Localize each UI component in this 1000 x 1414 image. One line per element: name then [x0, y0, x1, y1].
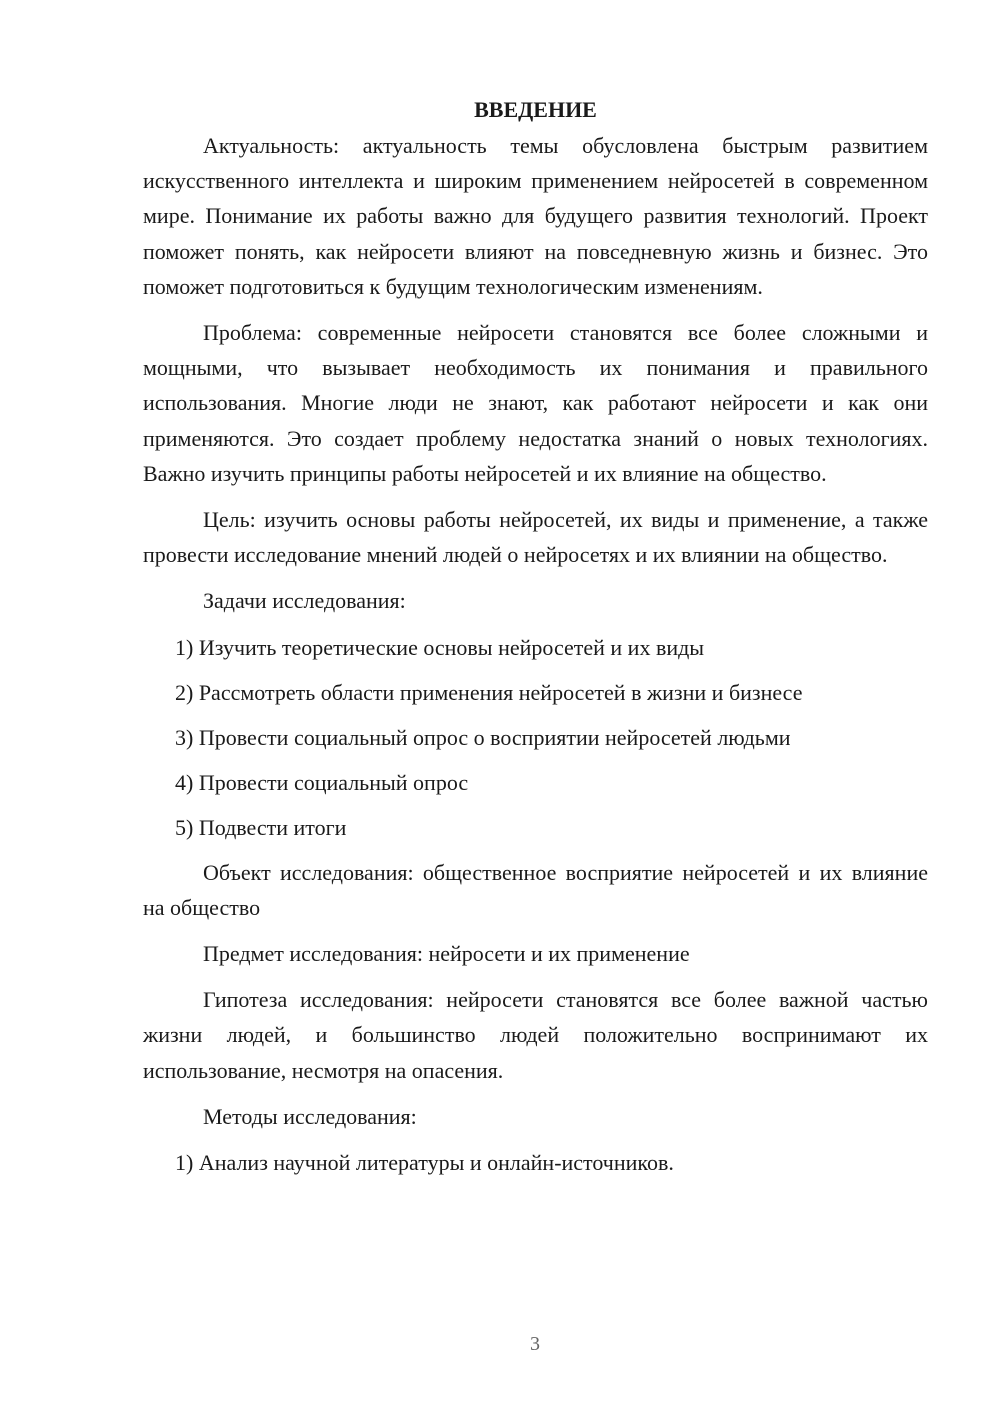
- task-item-1: 1) Изучить теоретические основы нейросетей и их виды: [175, 634, 705, 660]
- task-item-4: 4) Провести социальный опрос: [175, 769, 469, 795]
- paragraph-object: Объект исследования: общественное восприятие нейросетей и их влияние на общество: [143, 859, 928, 920]
- task-item-3: 3) Провести социальный опрос о восприятии нейросетей людьми: [175, 724, 791, 750]
- document-page: [143, 92, 928, 1190]
- paragraph-problem: Проблема: современные нейросети становятся все более сложными и мощными, что вызывает необходимость их понимания и правильного использования. Многие люди не знают, как работают нейросети и как они применяются. Это создает проблему недостатка знаний о новых технологиях. Важно изучить принципы работы нейросетей и их влияние на общество.: [143, 320, 928, 486]
- page-number: 3: [530, 1333, 540, 1355]
- paragraph-methods-heading: Методы исследования:: [203, 1103, 417, 1129]
- task-item-5: 5) Подвести итоги: [175, 814, 347, 840]
- paragraph-tasks-heading: Задачи исследования:: [203, 588, 406, 614]
- section-title: ВВЕДЕНИЕ: [474, 97, 597, 122]
- paragraph-goal: Цель: изучить основы работы нейросетей, их виды и применение, а также провести исследование мнений людей о нейросетях и их влиянии на общество.: [143, 507, 928, 568]
- paragraph-subject: Предмет исследования: нейросети и их применение: [203, 941, 690, 967]
- paragraph-relevance: Актуальность: актуальность темы обусловлена быстрым развитием искусственного интеллекта и широким применением нейросетей в современном мире. Понимание их работы важно для будущего развития технологий. Проект поможет понять, как нейросети влияют на повседневную жизнь и бизнес. Это поможет подготовиться к будущим технологическим изменениям.: [143, 133, 928, 299]
- method-item-1: 1) Анализ научной литературы и онлайн-источников.: [175, 1150, 674, 1176]
- paragraph-hypothesis: Гипотеза исследования: нейросети становятся все более важной частью жизни людей, и большинство людей положительно воспринимают их использование, несмотря на опасения.: [143, 987, 928, 1083]
- task-item-2: 2) Рассмотреть области применения нейросетей в жизни и бизнесе: [175, 679, 803, 705]
